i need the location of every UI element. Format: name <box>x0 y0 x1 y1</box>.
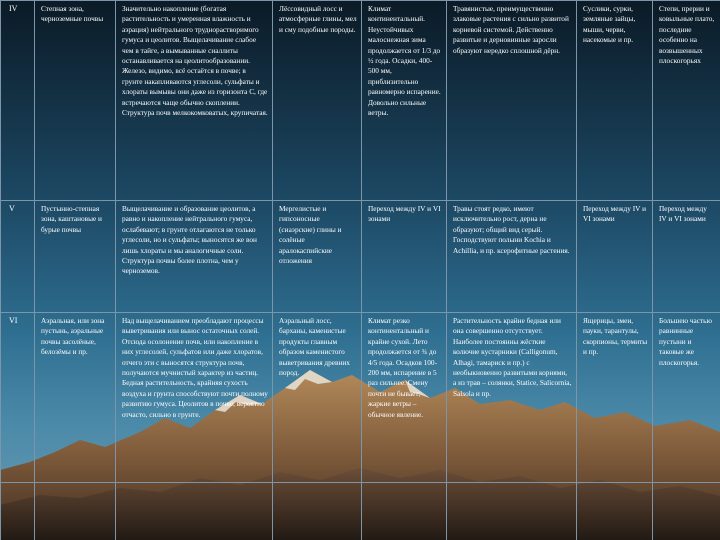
soil-process: Над выщелачиванием преобладают процессы выветривания или вынос остаточных солей. Отсюда осолонение почв, или накопление в них углесолей, сульфатов или даже хлоратов, отчего эти с выносятся структура почв, получаются мучнистый характер из частиц. Бедная растительность, крайняя сухость воздуха и грунта способствуют почти полному развитию гумуса. Цеолитов в почве, вероятно отчасто, сильно в грунте. <box>116 313 273 483</box>
animals: Переход между IV и VI зонами <box>577 201 653 313</box>
soil-process: Значительно накопление (богатая растительность и умеренная влажность и аэрация) нейтрального труднорастворимого гумуса и цеолитов. Выщелачивание слабое чем в тайге, а вымыванные сиаллиты останавливается на цеолитообразовании. Железо, видимо, всё остаётся в почве; в грунте накапливаются углесоли, сульфаты и хлораты вымывы они даже из горизонта С, где встречаются чаще обычно скоплении. Структура почв мелкокомковатых, крупичатая. <box>116 1 273 201</box>
vegetation: Травы стоят редко, имеют исключительно рост, дерна не образуют; общий вид серый. Господствуют полыни Kochia и Achillia, и пр. ксерофитные растения. <box>447 201 577 313</box>
table-row <box>1 201 720 313</box>
animals: Ящерицы, змеи, пауки, тарантулы, скорпионы, термиты и пр. <box>577 313 653 483</box>
parent-rock: Мергелистые и гипсоносные (сиаэрские) глины и солёные аралокаспийские отложения <box>273 201 362 313</box>
zone-name: Аэральная, или зона пустынь, аэральные почвы засолёные, белозёмы и пр. <box>35 313 116 483</box>
vegetation: Растительность крайне бедная или она совершенно отсутствует. Наиболее постоянны жёсткие колючие кустарники (Calligonum, Alhagi, тамариск и пр.) с необыкновенно развитыми корнями, а из трав – солянки, Statice, Salicornia, Salsola и пр. <box>447 313 577 483</box>
zone-name: Степная зона, черноземные почвы <box>35 1 116 201</box>
table-row <box>1 313 720 483</box>
zone-number: IV <box>1 1 35 201</box>
location: Переход между IV и VI зонами <box>653 201 720 313</box>
table-tail-row <box>1 483 720 540</box>
zone-number: V <box>1 201 35 313</box>
table-row <box>1 1 720 201</box>
animals: Суслики, сурки, земляные зайцы, мыши, черви, насекомые и пр. <box>577 1 653 201</box>
climate: Климат резко континентальный и крайне сухой. Лето продолжается от ¾ до 4/5 года. Осадков 100-200 мм, испарение в 5 раз сильнее. Смену почти не бывает; жаркие ветры – обычное явление. <box>362 313 447 483</box>
location: Степи, прерии и ковыльные плато, последние особенно на возвышенных плоскогорьях <box>653 1 720 201</box>
vegetation: Травянистые, преимущественно злаковые растения с сильно развитой корневой системой. Действенно развитые и дерновинные заросли образуют нередко сплошной дёрн. <box>447 1 577 201</box>
parent-rock: Лёссовидный лосс и атмосферные глины, мел и сму подобные породы. <box>273 1 362 201</box>
climate: Переход между IV и VI зонами <box>362 201 447 313</box>
climate: Климат континентальный. Неустойчивых малоснежная зима продолжается от 1/3 до ½ года. Осадки, 400-500 мм, приблизительно равномерно испарение. Довольно сильные ветры. <box>362 1 447 201</box>
parent-rock: Аэральный лосс, барханы, каменистые продукты главным образом каменистого выветривания древних пород. <box>273 313 362 483</box>
location: Большею частью равнинные пустыни и таковые же плоскогорья. <box>653 313 720 483</box>
soil-process: Выщелачивание и образование цеолитов, а равно и накопление нейтрального гумуса, ослабевают; в грунте отлагаются не только углесоли, но и сульфаты; выносятся же вон лишь хлораты и мы аналогичные соли. Структура почвы более плотна, чем у черноземов. <box>116 201 273 313</box>
zone-number: VI <box>1 313 35 483</box>
zone-name: Пустынно-степная зона, каштановые и бурые почвы <box>35 201 116 313</box>
